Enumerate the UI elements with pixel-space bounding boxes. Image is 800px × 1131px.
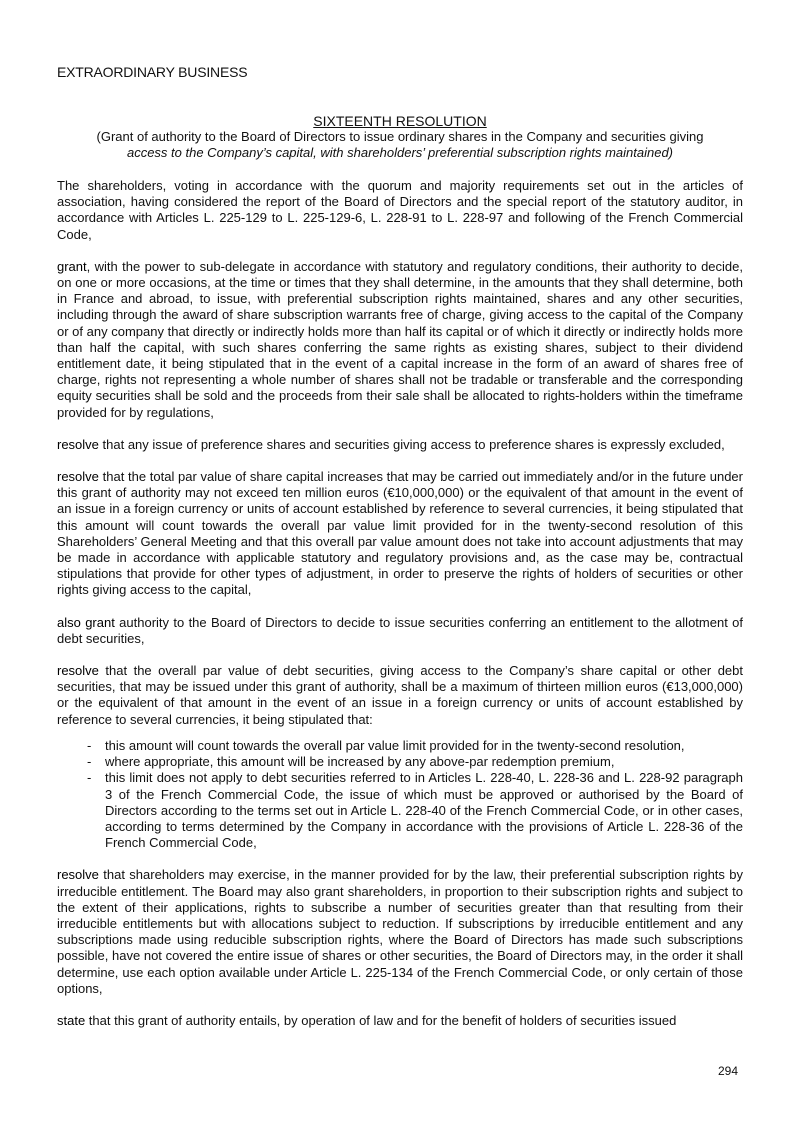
- grant-keyword: grant: [57, 258, 87, 274]
- resolve-total-par-value-text: that the total par value of share capital increases that may be carried out immediately and/or in the future under this grant of authority may not exceed ten million euros (€10,000,000) or the equivalent of that amount in the event of an issue in a foreign currency or units of account established by reference to several currencies, it being stipulated that this amount will count towards the overall par value limit provided for in the twenty-second resolution of this Shareholders’ General Meeting and that this overall par value amount does not take into account adjustments that may be made in accordance with applicable statutory and regulatory provisions and, as the case may be, contractual stipulations that provide for other types of adjustment, in order to preserve the rights of holders of securities or other rights giving access to the capital,: [57, 469, 743, 598]
- list-item: [57, 770, 743, 851]
- list-item-text: where appropriate, this amount will be increased by any above-par redemption premium,: [105, 754, 615, 770]
- resolve-keyword: resolve: [57, 663, 99, 679]
- resolve-total-par-value-paragraph: [57, 469, 743, 599]
- resolution-title-block: [57, 113, 743, 162]
- resolve-keyword: resolve: [57, 469, 99, 485]
- resolution-subtitle-line2: access to the Company’s capital, with shareholders’ preferential subscription rights maintained): [126, 145, 674, 161]
- stipulation-list: [57, 738, 743, 851]
- list-dash: -: [87, 770, 92, 786]
- also-grant-text: authority to the Board of Directors to decide to issue securities conferring an entitlement to the allotment of debt securities,: [57, 614, 743, 646]
- resolve-keyword: resolve: [57, 867, 99, 883]
- also-grant-keyword: also grant: [57, 614, 115, 630]
- resolve-debt-securities-text: that the overall par value of debt securities, giving access to the Company’s share capital or other debt securities, that may be issued under this grant of authority, shall be a maximum of thirteen million euros (€13,000,000) or the equivalent of that amount in the event of an issue in a foreign currency or units of account established by reference to several currencies, it being stipulated that:: [57, 663, 743, 727]
- list-dash: -: [87, 754, 92, 770]
- state-text: that this grant of authority entails, by operation of law and for the benefit of holders of securities issued: [85, 1012, 677, 1028]
- also-grant-paragraph: [57, 615, 743, 647]
- resolve-keyword: resolve: [57, 436, 99, 452]
- resolution-body: [57, 178, 743, 1045]
- resolution-title: SIXTEENTH RESOLUTION: [313, 113, 487, 129]
- intro-paragraph: The shareholders, voting in accordance with the quorum and majority requirements set out in the articles of association, having considered the report of the Board of Directors and the special report of the statutory auditor, in accordance with Articles L. 225-129 to L. 225-129-6, L. 228-91 to L. 228-97 and following of the French Commercial Code,: [57, 178, 743, 242]
- resolve-subscription-rights-text: that shareholders may exercise, in the manner provided for by the law, their preferential subscription rights by irreducible entitlement. The Board may also grant shareholders, in proportion to their subscription rights and subject to the extent of their applications, rights to subscribe a number of securities greater than that resulting from their irreducible entitlements but with allocations subject to reduction. If subscriptions by irreducible entitlement and any subscriptions made using reducible subscription rights, where the Board of Directors has made such subscriptions possible, have not covered the entire issue of shares or other securities, the Board of Directors may, in the order it shall determine, use each option available under Article L. 225-134 of the French Commercial Code, or only certain of those options,: [57, 867, 743, 996]
- list-item: [57, 738, 743, 754]
- grant-paragraph: [57, 259, 743, 421]
- resolve-subscription-rights-paragraph: [57, 867, 743, 997]
- list-dash: -: [87, 737, 92, 753]
- section-heading: EXTRAORDINARY BUSINESS: [57, 64, 248, 80]
- state-paragraph: [57, 1013, 743, 1029]
- state-keyword: state: [57, 1012, 86, 1028]
- resolve-preference-text: that any issue of preference shares and securities giving access to preference shares is expressly excluded,: [98, 436, 725, 452]
- list-item-text: this amount will count towards the overall par value limit provided for in the twenty-second resolution,: [105, 737, 685, 753]
- grant-text: , with the power to sub-delegate in accordance with statutory and regulatory conditions, their authority to decide, on one or more occasions, at the time or times that they shall determine, in the amounts that they shall determine, both in France and abroad, to issue, with preferential subscription rights maintained, shares and any other securities, including through the award of share subscription warrants free of charge, giving access to the capital of the Company or of any company that directly or indirectly holds more than half its capital or of which it directly or indirectly holds more than half the capital, with such shares conferring the same rights as existing shares, subject to their dividend entitlement date, it being stipulated that in the event of a capital increase in the form of an award of shares free of charge, rights not representing a whole number of shares shall not be tradable or transferable and the corresponding equity securities shall be sold and the proceeds from their sale shall be allocated to rights-holders within the timeframe provided for by regulations,: [57, 258, 743, 420]
- list-item: [57, 754, 743, 770]
- list-item-text: this limit does not apply to debt securities referred to in Articles L. 228-40, L. 228-36 and L. 228-92 paragraph 3 of the French Commercial Code, the issue of which must be approved or authorised by the Board of Directors according to the terms set out in Article L. 228-40 of the French Commercial Code, or in other cases, according to terms determined by the Company in accordance with the provisions of Article L. 228-36 of the French Commercial Code,: [105, 770, 743, 851]
- resolve-debt-securities-paragraph: [57, 663, 743, 728]
- page-number: 294: [718, 1064, 739, 1078]
- resolve-preference-paragraph: [57, 437, 743, 453]
- resolution-subtitle-line1: (Grant of authority to the Board of Directors to issue ordinary shares in the Company and securities giving: [96, 129, 704, 145]
